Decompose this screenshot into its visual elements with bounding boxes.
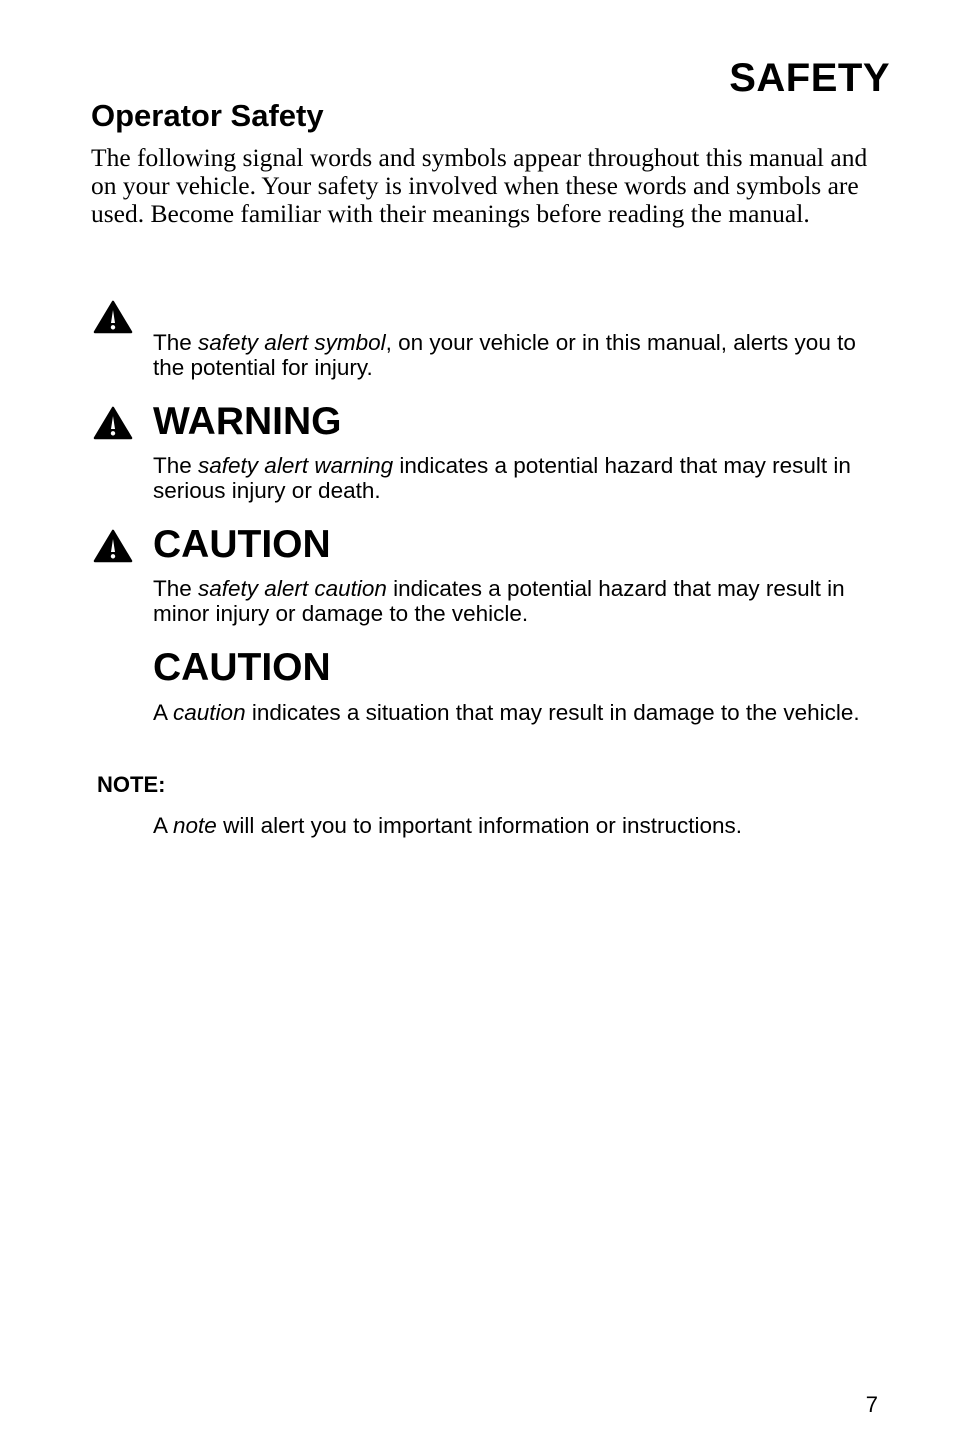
caution-plain-heading: CAUTION — [153, 646, 331, 689]
section-title: Operator Safety — [91, 98, 324, 133]
alert-symbol-description: The safety alert symbol, on your vehicle or in this manual, alerts you to the potential for injury. — [153, 330, 856, 380]
warning-triangle-icon — [93, 300, 133, 334]
page-number: 7 — [865, 1392, 878, 1417]
chapter-title: SAFETY — [729, 56, 890, 100]
note-label: NOTE: — [97, 772, 166, 797]
caution-plain-description: A caution indicates a situation that may result in damage to the vehicle. — [153, 700, 860, 725]
caution-alert-heading: CAUTION — [153, 523, 331, 566]
warning-triangle-icon — [93, 529, 133, 563]
note-description: A note will alert you to important information or instructions. — [153, 813, 743, 838]
warning-description: The safety alert warning indicates a potential hazard that may result in serious injury or death. — [153, 453, 851, 503]
caution-alert-description: The safety alert caution indicates a potential hazard that may result in minor injury or damage to the vehicle. — [153, 576, 845, 626]
warning-heading: WARNING — [153, 400, 342, 443]
warning-triangle-icon — [93, 406, 133, 440]
intro-paragraph: The following signal words and symbols appear throughout this manual and on your vehicle. Your safety is involved when these words and symbols are used. Become familiar with their meanings before reading the manual. — [91, 143, 868, 228]
